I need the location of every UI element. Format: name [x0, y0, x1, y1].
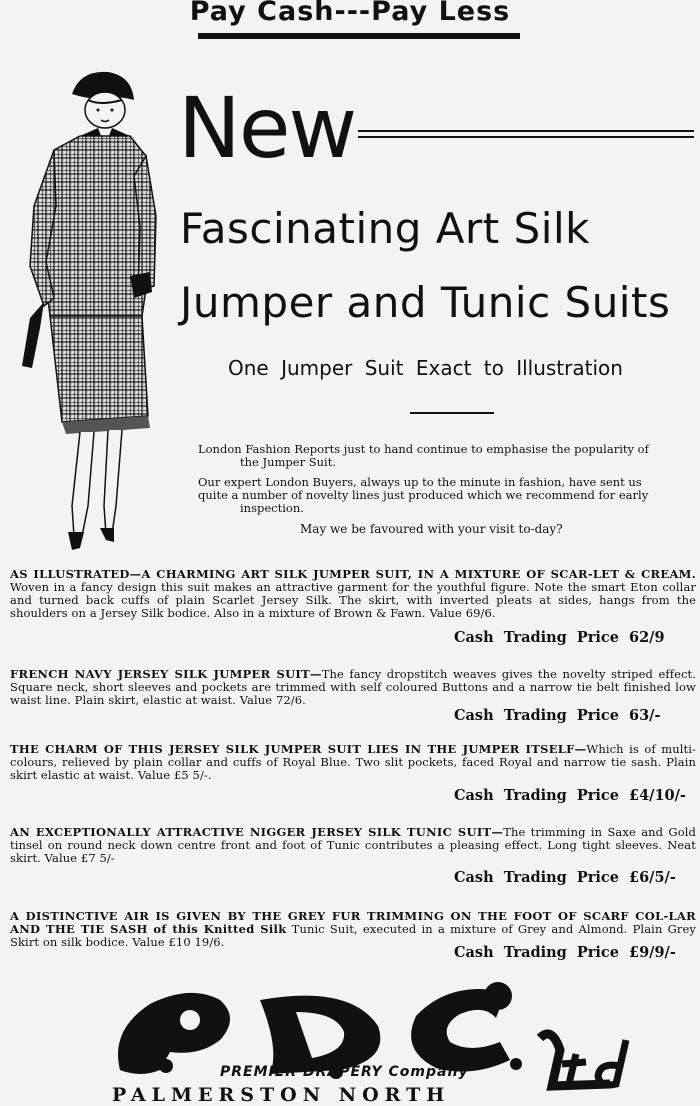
item-heading: THE CHARM OF THIS JERSEY SILK JUMPER SUIT LIES IN THE JUMPER ITSELF—: [10, 742, 587, 756]
item-heading: AN EXCEPTIONALLY ATTRACTIVE NIGGER JERSEY SILK TUNIC SUIT—: [10, 825, 504, 839]
item-description: [10, 568, 696, 620]
item-body: Which is of multi-colours, relieved by plain collar and cuffs of Royal Blue. Two slit pockets, faced Royal and narrow tie sash. Plain skirt elastic at waist. Value £5 5/-.: [10, 742, 696, 782]
intro-paragraph-1b: the Jumper Suit.: [240, 455, 336, 469]
company-name: PREMIER DRAPERY Company: [220, 1064, 469, 1080]
item-body: Tunic Suit, executed in a mixture of Grey and Almond. Plain Grey Skirt on silk bodice. Value £10 19/6.: [10, 922, 696, 949]
intro-paragraph-3: May we be favoured with your visit to-day?: [300, 522, 563, 536]
item-heading: FRENCH NAVY JERSEY SILK JUMPER SUIT—: [10, 667, 322, 681]
item-price: Cash Trading Price 63/-: [454, 707, 661, 724]
item-description: [10, 826, 696, 865]
company-town: PALMERSTON NORTH: [112, 1084, 451, 1106]
headline-line-3: Jumper and Tunic Suits: [180, 278, 671, 327]
intro-paragraph-2a: Our expert London Buyers, always up to the minute in fashion, have sent us: [198, 475, 642, 489]
fashion-illustration: [10, 66, 170, 556]
item-body: The trimming in Saxe and Gold tinsel on round neck down centre front and foot of Tunic contributes a pleasing effect. Long tight sleeves. Neat skirt. Value £7 5/-: [10, 825, 696, 865]
item-price: Cash Trading Price £4/10/-: [454, 787, 686, 804]
item-body: Woven in a fancy design this suit makes an attractive garment for the youthful figure. Note the smart Eton collar and turned back cuffs of plain Scarlet Jersey Silk. The skirt, with inverted pleats at sides, hangs from the shoulders on a Jersey Silk bodice. Also in a mixture of Brown & Fawn. Value 69/6.: [10, 580, 696, 620]
intro-paragraph-1a: London Fashion Reports just to hand continue to emphasise the popularity of: [198, 442, 649, 456]
headline-new: New: [178, 79, 356, 177]
header-title: Pay Cash---Pay Less: [189, 0, 511, 27]
item-price: Cash Trading Price 62/9: [454, 629, 665, 646]
header-rule: [198, 33, 520, 39]
item-body: The fancy dropstitch weaves gives the novelty striped effect. Square neck, short sleeves and pockets are trimmed with self coloured Buttons and a narrow tie belt finished low waist line. Plain skirt, elastic at waist. Value 72/6.: [10, 667, 696, 707]
item-description: [10, 743, 696, 782]
intro-paragraph-2b: quite a number of novelty lines just produced which we recommend for early: [198, 488, 649, 502]
item-heading: AS ILLUSTRATED—A CHARMING ART SILK JUMPER SUIT, IN A MIXTURE OF SCAR-LET & CREAM.: [10, 567, 696, 581]
subheadline-rule: [410, 412, 494, 414]
headline-line-2: Fascinating Art Silk: [180, 204, 590, 253]
item-price: Cash Trading Price £6/5/-: [454, 869, 676, 886]
intro-paragraph-2c: inspection.: [240, 501, 304, 515]
subheadline: One Jumper Suit Exact to Illustration: [228, 356, 623, 380]
item-description: [10, 668, 696, 707]
headline-rule: [358, 130, 694, 138]
item-price: Cash Trading Price £9/9/-: [454, 944, 676, 961]
item-heading: A DISTINCTIVE AIR IS GIVEN BY THE GREY FUR TRIMMING ON THE FOOT OF SCARF COL-LAR AND THE TIE SASH of this Knitted Silk: [10, 909, 696, 936]
